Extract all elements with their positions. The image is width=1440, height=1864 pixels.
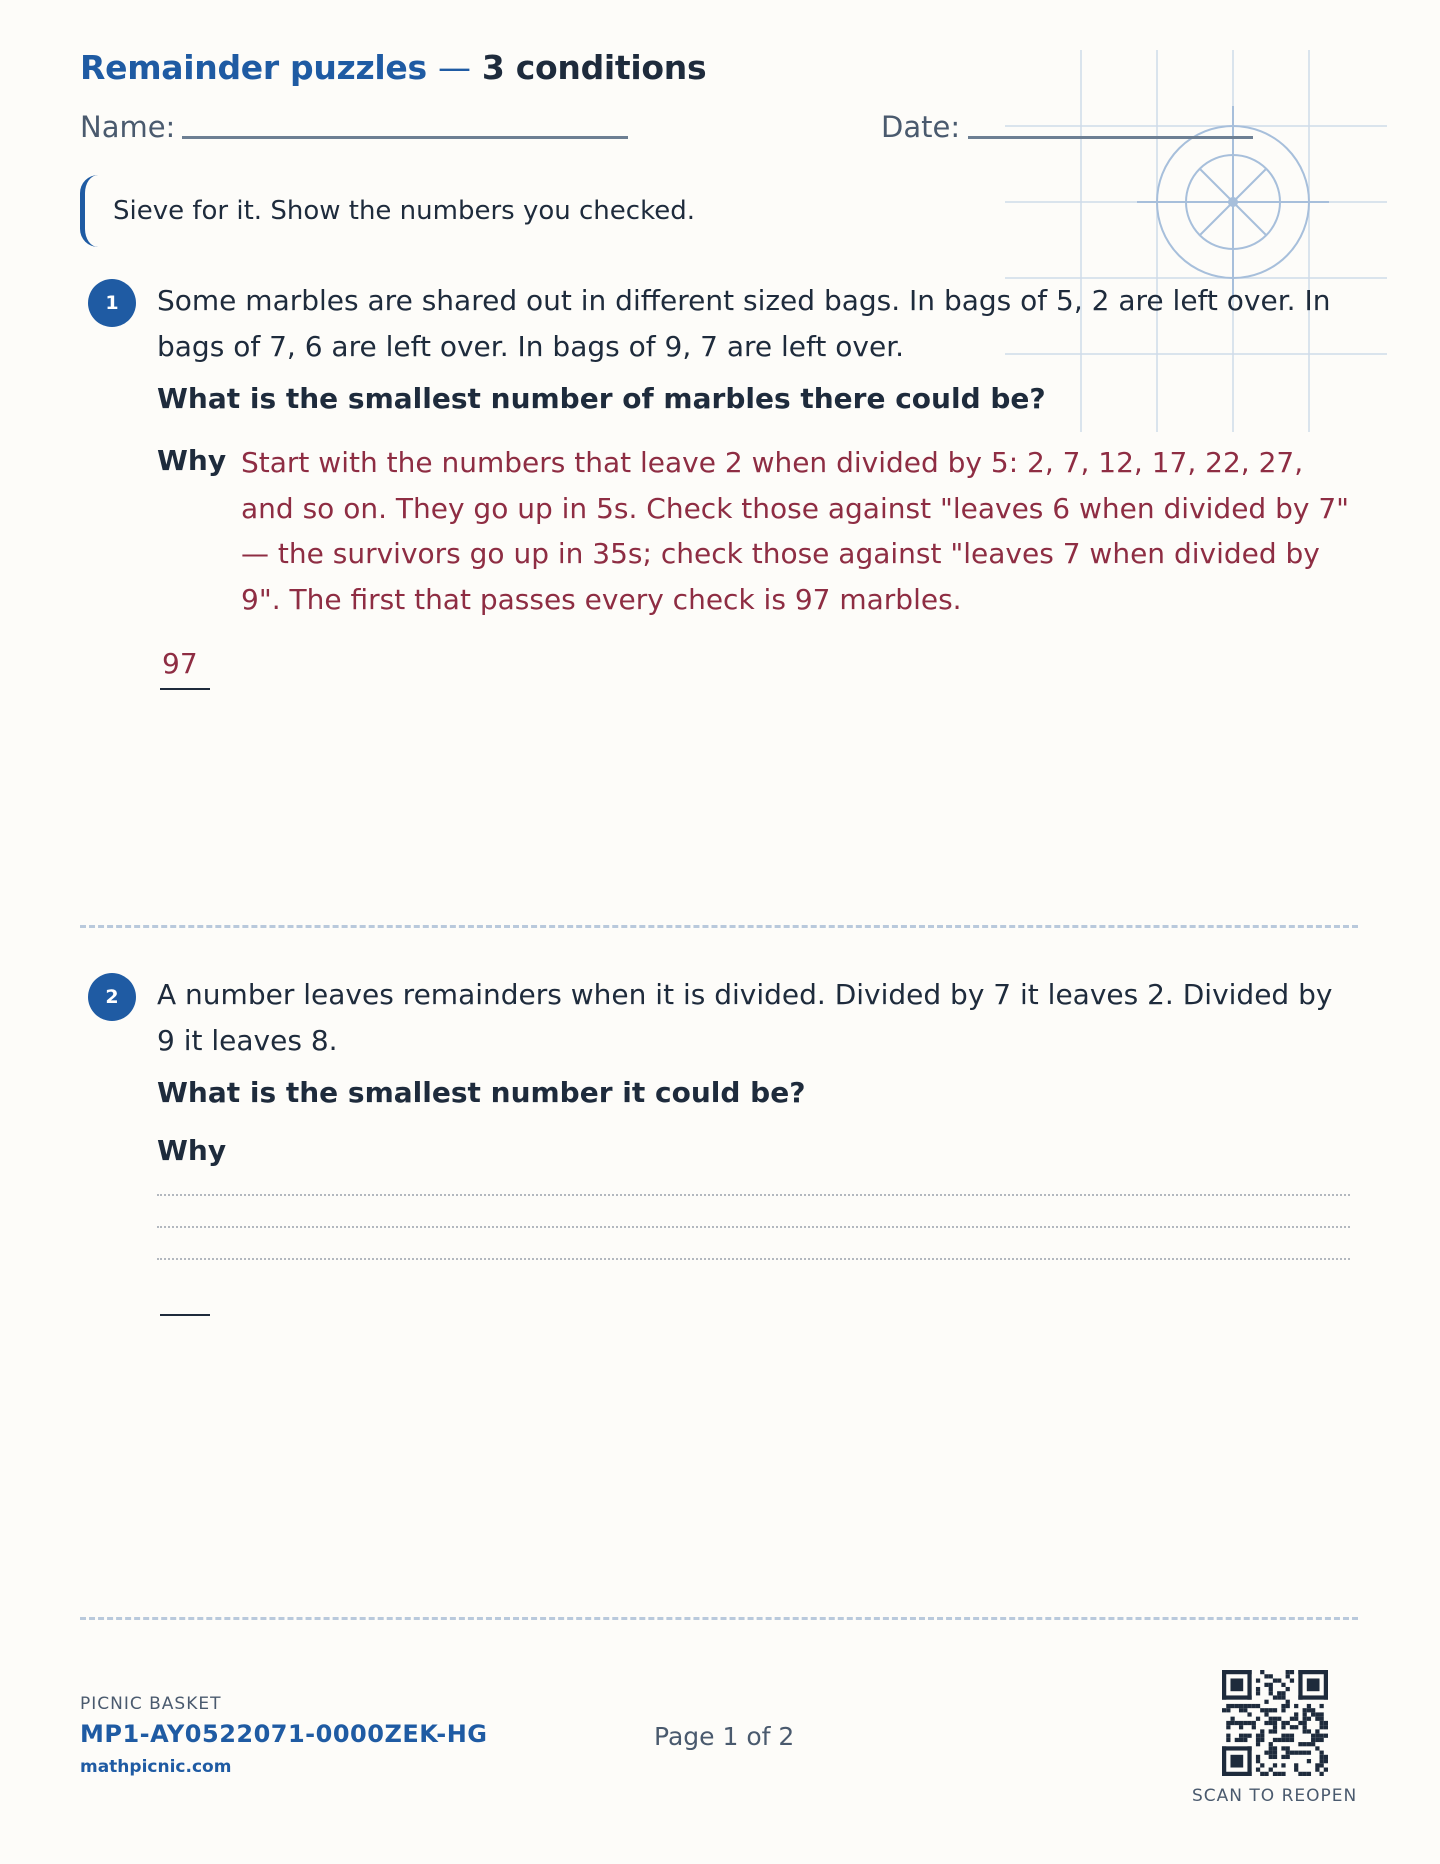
section-divider (80, 925, 1358, 928)
footer-site-link[interactable]: mathpicnic.com (80, 1757, 232, 1777)
section-divider (80, 1617, 1358, 1620)
scan-label: SCAN TO REOPEN (1192, 1786, 1358, 1806)
instruction-callout (80, 175, 695, 247)
why-answer-text[interactable]: Start with the numbers that leave 2 when divided by 5: 2, 7, 12, 17, 22, 27, and so on. They go up in 5s. Check those against "leaves 6 when divided by 7" — the survivors go up in 35s; check those against "leaves 7 when divided by 9". The first that passes every check is 97 marbles. (241, 446, 1350, 616)
qr-code-icon[interactable] (1222, 1670, 1328, 1776)
question-prompt: What is the smallest number it could be? (157, 1076, 806, 1109)
title-dash: — (438, 48, 471, 87)
footer-brand: PICNIC BASKET (80, 1694, 222, 1714)
writing-line[interactable] (157, 1194, 1350, 1196)
page-title (80, 48, 706, 87)
date-label: Date: (881, 110, 961, 144)
date-field[interactable] (968, 136, 1253, 139)
page-indicator: Page 1 of 2 (654, 1722, 795, 1751)
question-prompt: What is the smallest number of marbles there could be? (157, 382, 1046, 415)
answer-line (160, 688, 210, 690)
writing-line[interactable] (157, 1226, 1350, 1228)
question-text: Some marbles are shared out in different sized bags. In bags of 5, 2 are left over. In bags of 7, 6 are left over. In bags of 9, 7 are left over. (157, 284, 1331, 363)
why-label: Why (157, 444, 227, 477)
answer-line[interactable] (160, 1314, 210, 1316)
question-number-badge: 2 (88, 973, 136, 1021)
writing-line[interactable] (157, 1258, 1350, 1260)
question-text: A number leaves remainders when it is divided. Divided by 7 it leaves 2. Divided by 9 it leaves 8. (157, 978, 1333, 1057)
why-label: Why (157, 1134, 227, 1167)
title-main: Remainder puzzles (80, 48, 427, 87)
answer-value[interactable]: 97 (162, 647, 198, 680)
name-field[interactable] (182, 136, 628, 139)
footer-code: MP1-AY0522071-0000ZEK-HG (80, 1720, 488, 1748)
instruction-text: Sieve for it. Show the numbers you checked. (113, 196, 695, 226)
name-label: Name: (80, 110, 176, 144)
target-grid-icon (1005, 50, 1387, 432)
question-number-badge: 1 (88, 279, 136, 327)
title-sub: 3 conditions (481, 48, 707, 87)
